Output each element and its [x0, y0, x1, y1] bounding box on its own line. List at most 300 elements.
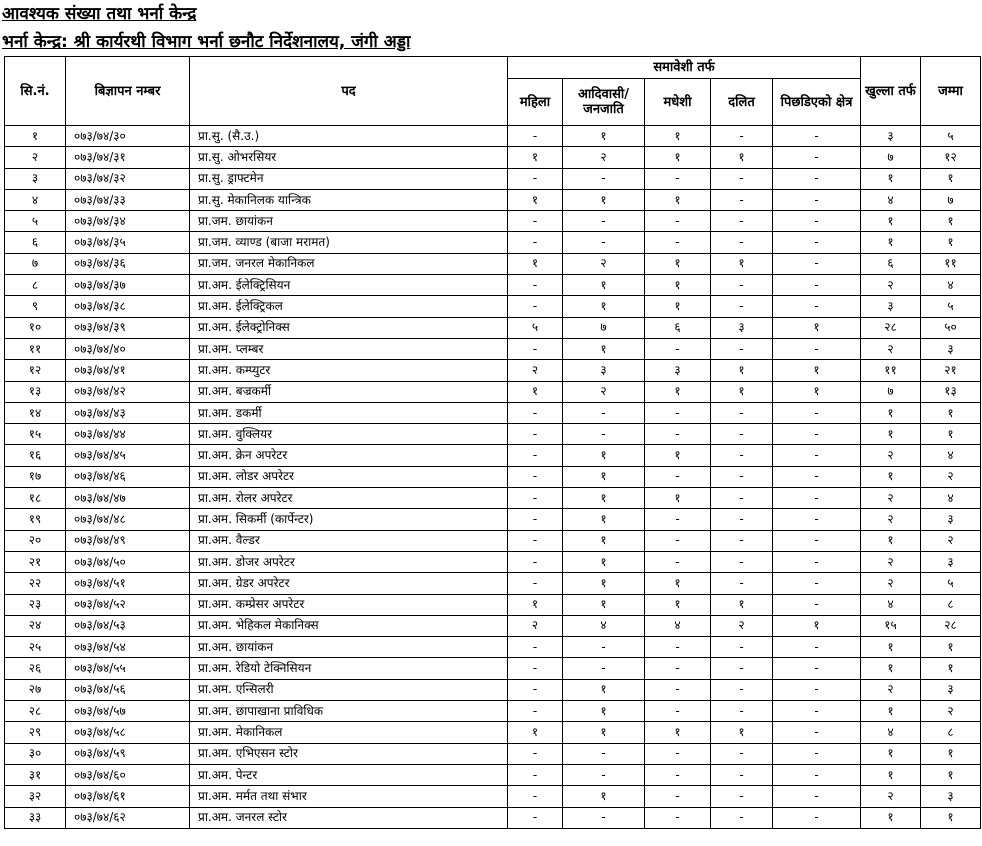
cell-total: ३	[921, 509, 981, 530]
cell-ad-no: ०७३/७४/५८	[66, 722, 190, 743]
table-row	[5, 701, 981, 722]
vacancy-table	[4, 56, 981, 829]
cell-adivasi: ४	[563, 615, 645, 636]
cell-women: -	[508, 338, 563, 359]
cell-madhesi: -	[645, 679, 711, 700]
cell-post: प्रा.अम. ईलेक्ट्रिसियन	[190, 275, 508, 296]
col-header-madhesi: मधेशी	[645, 79, 711, 126]
cell-backward: -	[773, 296, 861, 317]
table-row	[5, 658, 981, 679]
cell-backward: -	[773, 786, 861, 807]
cell-backward: -	[773, 147, 861, 168]
table-row	[5, 381, 981, 402]
cell-total: ५	[921, 296, 981, 317]
col-header-adivasi: आदिवासी/ जनजाति	[563, 79, 645, 126]
cell-open: १५	[861, 615, 921, 636]
cell-sn: ३२	[5, 786, 66, 807]
cell-dalit: -	[711, 488, 773, 509]
cell-backward: -	[773, 722, 861, 743]
table-header	[5, 57, 981, 126]
cell-women: -	[508, 296, 563, 317]
cell-total: ४	[921, 488, 981, 509]
cell-sn: ५	[5, 211, 66, 232]
cell-madhesi: १	[645, 253, 711, 274]
cell-women: १	[508, 594, 563, 615]
cell-dalit: -	[711, 211, 773, 232]
cell-sn: ११	[5, 338, 66, 359]
cell-women: -	[508, 679, 563, 700]
table-row	[5, 764, 981, 785]
cell-total: ७	[921, 189, 981, 210]
table-row	[5, 402, 981, 423]
table-row	[5, 551, 981, 572]
cell-madhesi: १	[645, 275, 711, 296]
cell-total: १	[921, 232, 981, 253]
cell-madhesi: -	[645, 168, 711, 189]
cell-post: प्रा.अम. वुक्लियर	[190, 424, 508, 445]
cell-backward: १	[773, 317, 861, 338]
cell-ad-no: ०७३/७४/४१	[66, 360, 190, 381]
cell-dalit: -	[711, 445, 773, 466]
cell-dalit: -	[711, 807, 773, 828]
cell-sn: २३	[5, 594, 66, 615]
cell-madhesi: १	[645, 445, 711, 466]
cell-adivasi: -	[563, 743, 645, 764]
table-row	[5, 275, 981, 296]
cell-sn: १७	[5, 466, 66, 487]
cell-ad-no: ०७३/७४/३३	[66, 189, 190, 210]
table-row	[5, 189, 981, 210]
cell-dalit: १	[711, 594, 773, 615]
cell-sn: १५	[5, 424, 66, 445]
cell-adivasi: १	[563, 701, 645, 722]
table-row	[5, 743, 981, 764]
cell-post: प्रा.अम. कम्प्रेसर अपरेटर	[190, 594, 508, 615]
cell-sn: २०	[5, 530, 66, 551]
cell-adivasi: -	[563, 764, 645, 785]
cell-ad-no: ०७३/७४/३०	[66, 126, 190, 147]
cell-dalit: -	[711, 126, 773, 147]
cell-total: १	[921, 211, 981, 232]
cell-madhesi: -	[645, 786, 711, 807]
table-row	[5, 466, 981, 487]
cell-sn: २	[5, 147, 66, 168]
cell-backward: -	[773, 211, 861, 232]
cell-backward: -	[773, 168, 861, 189]
cell-sn: १२	[5, 360, 66, 381]
cell-post: प्रा.अम. सिकर्मी (कार्पेन्टर)	[190, 509, 508, 530]
cell-open: २	[861, 509, 921, 530]
cell-madhesi: -	[645, 211, 711, 232]
cell-backward: -	[773, 424, 861, 445]
cell-adivasi: -	[563, 402, 645, 423]
cell-women: -	[508, 211, 563, 232]
page-title: आवश्यक संख्या तथा भर्ना केन्द्र	[2, 4, 197, 24]
cell-dalit: २	[711, 615, 773, 636]
cell-post: प्रा.अम. मेकानिकल	[190, 722, 508, 743]
cell-backward: -	[773, 764, 861, 785]
cell-sn: १६	[5, 445, 66, 466]
cell-post: प्रा.अम. प्लम्बर	[190, 338, 508, 359]
cell-women: -	[508, 637, 563, 658]
cell-adivasi: -	[563, 232, 645, 253]
cell-post: प्रा.अम. पेन्टर	[190, 764, 508, 785]
cell-ad-no: ०७३/७४/४८	[66, 509, 190, 530]
cell-dalit: -	[711, 786, 773, 807]
cell-women: -	[508, 786, 563, 807]
cell-ad-no: ०७३/७४/६०	[66, 764, 190, 785]
cell-dalit: -	[711, 743, 773, 764]
cell-backward: -	[773, 232, 861, 253]
cell-backward: १	[773, 381, 861, 402]
cell-dalit: ३	[711, 317, 773, 338]
table-row	[5, 317, 981, 338]
cell-total: ३	[921, 338, 981, 359]
cell-dalit: -	[711, 509, 773, 530]
cell-open: २	[861, 786, 921, 807]
cell-backward: -	[773, 594, 861, 615]
cell-ad-no: ०७३/७४/४७	[66, 488, 190, 509]
cell-madhesi: -	[645, 807, 711, 828]
cell-adivasi: ७	[563, 317, 645, 338]
cell-sn: १९	[5, 509, 66, 530]
cell-sn: २२	[5, 573, 66, 594]
cell-total: ८	[921, 722, 981, 743]
table-row	[5, 424, 981, 445]
cell-sn: १८	[5, 488, 66, 509]
cell-open: १	[861, 637, 921, 658]
table-row	[5, 722, 981, 743]
cell-madhesi: १	[645, 126, 711, 147]
cell-madhesi: १	[645, 189, 711, 210]
cell-post: प्रा.सु. ओभरसियर	[190, 147, 508, 168]
cell-madhesi: ३	[645, 360, 711, 381]
cell-madhesi: -	[645, 424, 711, 445]
cell-dalit: -	[711, 658, 773, 679]
cell-open: ४	[861, 594, 921, 615]
cell-sn: ३१	[5, 764, 66, 785]
cell-dalit: १	[711, 722, 773, 743]
cell-open: ७	[861, 147, 921, 168]
cell-dalit: -	[711, 424, 773, 445]
cell-backward: -	[773, 637, 861, 658]
cell-post: प्रा.अम. क्रेन अपरेटर	[190, 445, 508, 466]
cell-adivasi: १	[563, 551, 645, 572]
cell-ad-no: ०७३/७४/४३	[66, 402, 190, 423]
cell-madhesi: -	[645, 637, 711, 658]
cell-sn: १३	[5, 381, 66, 402]
cell-ad-no: ०७३/७४/४२	[66, 381, 190, 402]
cell-backward: -	[773, 338, 861, 359]
cell-adivasi: -	[563, 168, 645, 189]
cell-post: प्रा.अम. जनरल स्टोर	[190, 807, 508, 828]
table-row	[5, 786, 981, 807]
cell-ad-no: ०७३/७४/५०	[66, 551, 190, 572]
cell-women: १	[508, 189, 563, 210]
cell-sn: ३३	[5, 807, 66, 828]
cell-open: २	[861, 445, 921, 466]
cell-open: ३	[861, 126, 921, 147]
cell-adivasi: १	[563, 466, 645, 487]
cell-adivasi: १	[563, 786, 645, 807]
cell-women: -	[508, 743, 563, 764]
cell-total: २	[921, 466, 981, 487]
cell-backward: -	[773, 509, 861, 530]
cell-post: प्रा.अम. वैल्डर	[190, 530, 508, 551]
cell-open: ४	[861, 722, 921, 743]
cell-total: ४	[921, 445, 981, 466]
cell-ad-no: ०७३/७४/३१	[66, 147, 190, 168]
cell-post: प्रा.अम. लोडर अपरेटर	[190, 466, 508, 487]
recruitment-center-line: भर्ना केन्द्र: श्री कार्यरथी विभाग भर्ना छनौट निर्देशनालय, जंगी अड्डा	[2, 32, 411, 52]
cell-open: १	[861, 701, 921, 722]
cell-women: -	[508, 701, 563, 722]
cell-dalit: १	[711, 360, 773, 381]
cell-open: १	[861, 807, 921, 828]
cell-open: २	[861, 488, 921, 509]
cell-madhesi: १	[645, 296, 711, 317]
cell-adivasi: १	[563, 530, 645, 551]
col-header-post: पद	[190, 57, 508, 126]
cell-total: १३	[921, 381, 981, 402]
cell-dalit: -	[711, 551, 773, 572]
cell-ad-no: ०७३/७४/३६	[66, 253, 190, 274]
cell-ad-no: ०७३/७४/३७	[66, 275, 190, 296]
cell-women: -	[508, 232, 563, 253]
col-header-total: जम्मा	[921, 57, 981, 126]
cell-madhesi: १	[645, 573, 711, 594]
table-row	[5, 509, 981, 530]
cell-adivasi: १	[563, 126, 645, 147]
cell-dalit: १	[711, 253, 773, 274]
cell-dalit: -	[711, 764, 773, 785]
cell-ad-no: ०७३/७४/५९	[66, 743, 190, 764]
cell-adivasi: ३	[563, 360, 645, 381]
cell-total: १	[921, 658, 981, 679]
cell-backward: १	[773, 615, 861, 636]
table-row	[5, 807, 981, 828]
cell-post: प्रा.अम. छापाखाना प्राविधिक	[190, 701, 508, 722]
cell-madhesi: -	[645, 509, 711, 530]
cell-post: प्रा.अम. मर्मत तथा संभार	[190, 786, 508, 807]
col-header-dalit: दलित	[711, 79, 773, 126]
col-header-open: खुल्ला तर्फ	[861, 57, 921, 126]
cell-women: -	[508, 807, 563, 828]
cell-open: २	[861, 573, 921, 594]
cell-total: ३	[921, 679, 981, 700]
cell-total: १२	[921, 147, 981, 168]
cell-total: ८	[921, 594, 981, 615]
table-row	[5, 573, 981, 594]
cell-total: १	[921, 743, 981, 764]
cell-adivasi: २	[563, 381, 645, 402]
cell-women: -	[508, 658, 563, 679]
cell-dalit: -	[711, 168, 773, 189]
cell-open: १	[861, 211, 921, 232]
cell-dalit: -	[711, 466, 773, 487]
cell-sn: १	[5, 126, 66, 147]
cell-ad-no: ०७३/७४/५६	[66, 679, 190, 700]
cell-dalit: -	[711, 296, 773, 317]
cell-total: ४	[921, 275, 981, 296]
cell-total: ५०	[921, 317, 981, 338]
cell-backward: -	[773, 488, 861, 509]
cell-sn: ९	[5, 296, 66, 317]
cell-madhesi: -	[645, 338, 711, 359]
cell-backward: -	[773, 253, 861, 274]
cell-total: १	[921, 764, 981, 785]
cell-adivasi: २	[563, 253, 645, 274]
cell-open: १	[861, 764, 921, 785]
cell-madhesi: -	[645, 530, 711, 551]
cell-total: २८	[921, 615, 981, 636]
cell-post: प्रा.अम. भेहिकल मेकानिक्स	[190, 615, 508, 636]
cell-adivasi: -	[563, 637, 645, 658]
cell-total: ३	[921, 786, 981, 807]
cell-women: -	[508, 551, 563, 572]
cell-ad-no: ०७३/७४/४०	[66, 338, 190, 359]
table-row	[5, 211, 981, 232]
cell-open: १	[861, 232, 921, 253]
cell-sn: २९	[5, 722, 66, 743]
cell-dalit: -	[711, 679, 773, 700]
cell-adivasi: १	[563, 488, 645, 509]
cell-sn: २१	[5, 551, 66, 572]
cell-post: प्रा.जम. छायांकन	[190, 211, 508, 232]
col-header-women: महिला	[508, 79, 563, 126]
cell-post: प्रा.सु. मेकानिलक यान्त्रिक	[190, 189, 508, 210]
cell-open: ११	[861, 360, 921, 381]
cell-women: -	[508, 466, 563, 487]
cell-total: २१	[921, 360, 981, 381]
cell-women: १	[508, 147, 563, 168]
cell-dalit: -	[711, 232, 773, 253]
cell-adivasi: -	[563, 807, 645, 828]
cell-adivasi: -	[563, 211, 645, 232]
cell-ad-no: ०७३/७४/४९	[66, 530, 190, 551]
cell-dalit: -	[711, 573, 773, 594]
cell-ad-no: ०७३/७४/३९	[66, 317, 190, 338]
cell-total: ५	[921, 573, 981, 594]
cell-adivasi: १	[563, 679, 645, 700]
cell-total: २	[921, 701, 981, 722]
cell-dalit: -	[711, 338, 773, 359]
cell-sn: ३०	[5, 743, 66, 764]
cell-post: प्रा.अम. रोलर अपरेटर	[190, 488, 508, 509]
cell-adivasi: -	[563, 424, 645, 445]
cell-adivasi: -	[563, 658, 645, 679]
cell-post: प्रा.अम. ईलेक्ट्रिकल	[190, 296, 508, 317]
cell-ad-no: ०७३/७४/५२	[66, 594, 190, 615]
cell-women: -	[508, 424, 563, 445]
cell-post: प्रा.जम. जनरल मेकानिकल	[190, 253, 508, 274]
table-row	[5, 530, 981, 551]
cell-madhesi: -	[645, 743, 711, 764]
table-row	[5, 679, 981, 700]
cell-madhesi: ६	[645, 317, 711, 338]
cell-women: ५	[508, 317, 563, 338]
cell-backward: -	[773, 530, 861, 551]
cell-ad-no: ०७३/७४/४६	[66, 466, 190, 487]
cell-women: -	[508, 509, 563, 530]
cell-women: -	[508, 402, 563, 423]
cell-sn: २८	[5, 701, 66, 722]
cell-ad-no: ०७३/७४/५५	[66, 658, 190, 679]
cell-backward: -	[773, 573, 861, 594]
cell-backward: -	[773, 275, 861, 296]
cell-madhesi: -	[645, 402, 711, 423]
cell-total: १	[921, 637, 981, 658]
table-row	[5, 232, 981, 253]
cell-sn: २६	[5, 658, 66, 679]
cell-adivasi: १	[563, 509, 645, 530]
cell-open: १	[861, 424, 921, 445]
cell-adivasi: १	[563, 445, 645, 466]
cell-post: प्रा.सु. ड्राफ्टमेन	[190, 168, 508, 189]
cell-ad-no: ०७३/७४/६१	[66, 786, 190, 807]
cell-adivasi: २	[563, 147, 645, 168]
col-header-inclusive-group: समावेशी तर्फ	[508, 57, 861, 79]
cell-women: १	[508, 253, 563, 274]
cell-open: १	[861, 530, 921, 551]
table-row	[5, 445, 981, 466]
cell-adivasi: १	[563, 189, 645, 210]
table-row	[5, 615, 981, 636]
cell-total: १	[921, 168, 981, 189]
cell-post: प्रा.अम. डकर्मी	[190, 402, 508, 423]
cell-sn: १४	[5, 402, 66, 423]
cell-post: प्रा.अम. डोजर अपरेटर	[190, 551, 508, 572]
cell-open: ४	[861, 189, 921, 210]
cell-madhesi: -	[645, 701, 711, 722]
cell-backward: -	[773, 189, 861, 210]
col-header-ad-no: बिज्ञापन नम्बर	[66, 57, 190, 126]
table-row	[5, 594, 981, 615]
cell-post: प्रा.अम. रेडियो टेक्निसियन	[190, 658, 508, 679]
cell-madhesi: -	[645, 466, 711, 487]
cell-ad-no: ०७३/७४/३८	[66, 296, 190, 317]
cell-open: ६	[861, 253, 921, 274]
cell-post: प्रा.अम. ग्रेडर अपरेटर	[190, 573, 508, 594]
cell-dalit: १	[711, 147, 773, 168]
cell-dalit: -	[711, 402, 773, 423]
cell-madhesi: १	[645, 722, 711, 743]
cell-backward: -	[773, 551, 861, 572]
table-row	[5, 147, 981, 168]
cell-women: २	[508, 360, 563, 381]
cell-backward: -	[773, 743, 861, 764]
cell-dalit: -	[711, 530, 773, 551]
cell-sn: ८	[5, 275, 66, 296]
cell-open: २	[861, 275, 921, 296]
cell-dalit: -	[711, 637, 773, 658]
cell-adivasi: १	[563, 275, 645, 296]
cell-women: १	[508, 381, 563, 402]
cell-ad-no: ०७३/७४/५३	[66, 615, 190, 636]
cell-sn: ४	[5, 189, 66, 210]
cell-women: -	[508, 445, 563, 466]
col-header-sn: सि.नं.	[5, 57, 66, 126]
cell-women: २	[508, 615, 563, 636]
cell-sn: ३	[5, 168, 66, 189]
cell-dalit: -	[711, 701, 773, 722]
cell-open: १	[861, 658, 921, 679]
table-row	[5, 338, 981, 359]
cell-sn: १०	[5, 317, 66, 338]
cell-post: प्रा.अम. एभिएसन स्टोर	[190, 743, 508, 764]
cell-post: प्रा.अम. बज्रकर्मी	[190, 381, 508, 402]
cell-madhesi: १	[645, 488, 711, 509]
